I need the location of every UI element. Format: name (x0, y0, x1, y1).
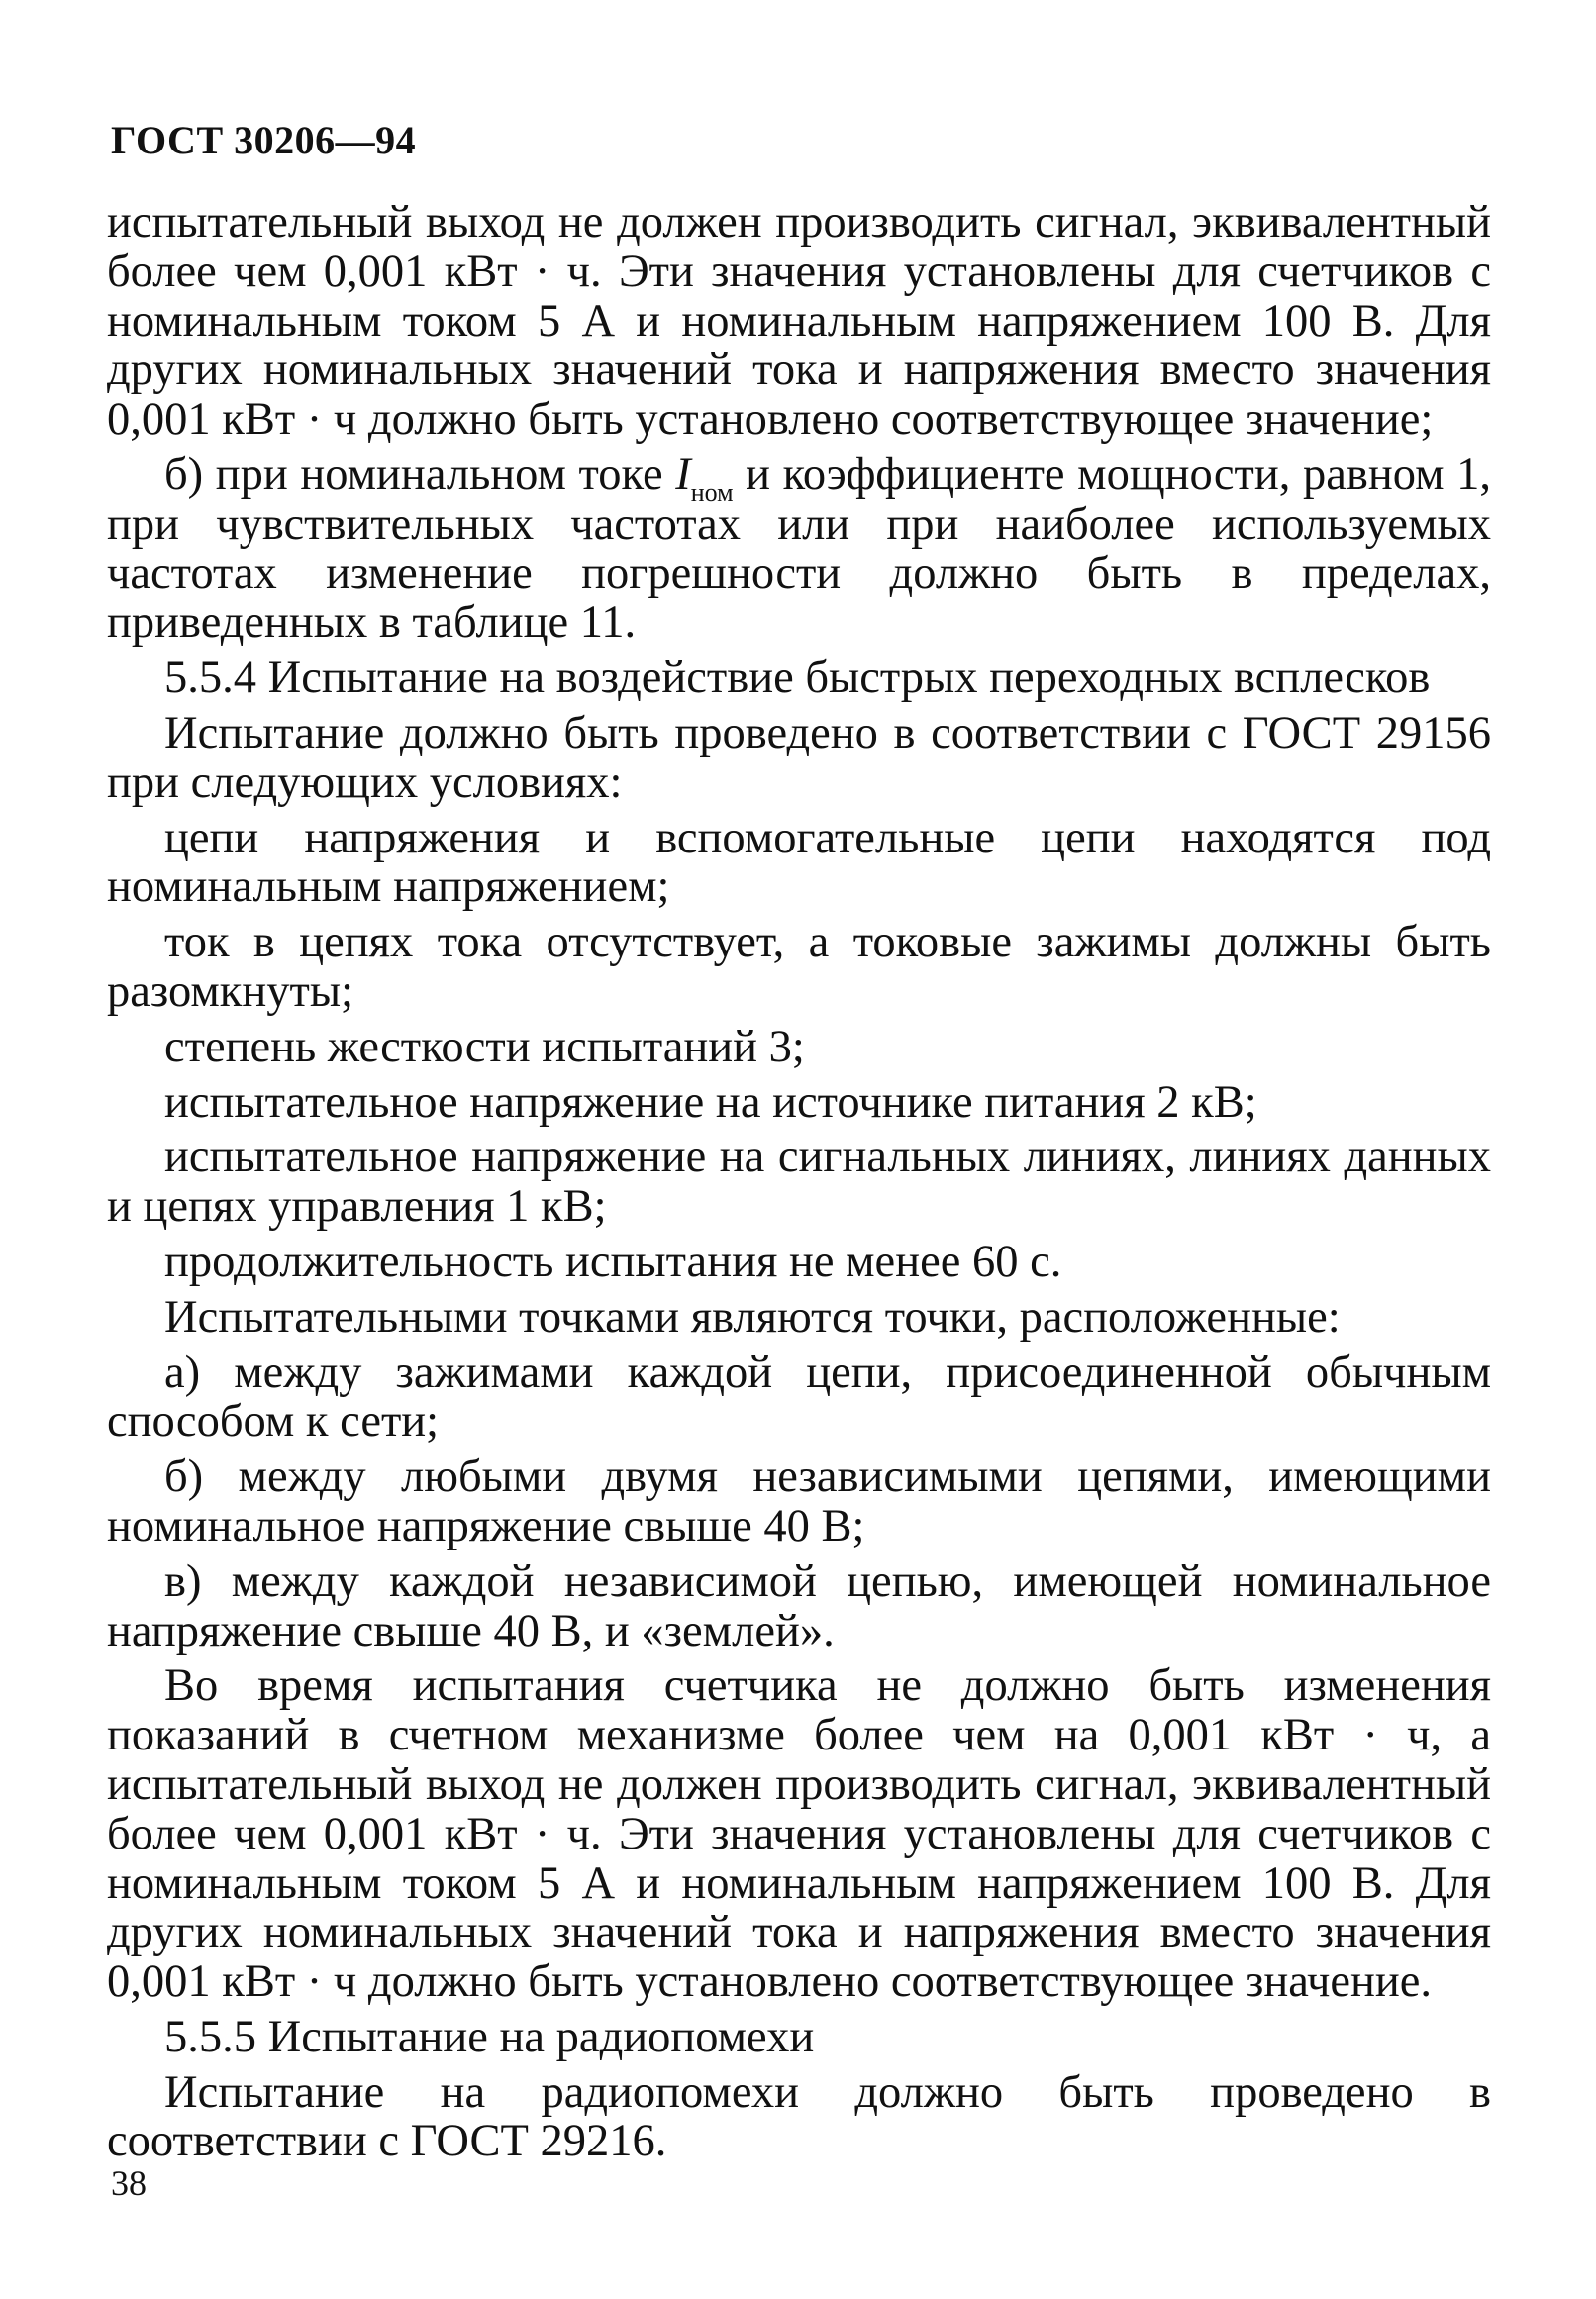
condition-supply-voltage: испытательное напряжение на источнике питания 2 кВ; (164, 1076, 1257, 1128)
paragraph-test-points: Испытательными точками являются точки, расположенные: (164, 1291, 1341, 1343)
test-point-b: б) между любыми двумя независимыми цепями, имеющими номинальное напряжение свыше 40 В; (107, 1451, 1491, 1551)
item-b-text-end: и коэффициенте мощности, равном 1, при чувствительных частотах или при наиболее используемых частотах изменение погрешности должно быть в пределах, приведенных в таблице 11. (107, 449, 1491, 649)
paragraph-continuation: испытательный выход не должен производить сигнал, эквивалентный более чем 0,001 кВт · ч. Эти значения установлены для счетчиков с номинальным током 5 А и номинальным напряжением 100 В. Для других номинальных значений тока и напряжения вместо значения 0,001 кВт · ч должно быть установлено соответствующее значение; (107, 197, 1491, 446)
test-point-c: в) между каждой независимой цепью, имеющей номинальное напряжение свыше 40 В, и «землей». (107, 1555, 1491, 1656)
condition-voltage-circuits: цепи напряжения и вспомогательные цепи находятся под номинальным напряжением; (107, 812, 1491, 913)
paragraph-radio-interference: Испытание на радиопомехи должно быть проведено в соответствии с ГОСТ 29216. (107, 2066, 1491, 2167)
test-point-a: а) между зажимами каждой цепи, присоединенной обычным способом к сети; (107, 1347, 1491, 1448)
section-heading-5-5-5: 5.5.5 Испытание на радиопомехи (164, 2011, 815, 2062)
current-symbol: I (675, 449, 691, 500)
current-subscript: ном (690, 477, 734, 507)
page-number: 38 (111, 2163, 147, 2203)
condition-severity: степень жесткости испытаний 3; (164, 1021, 805, 1072)
paragraph-test-conditions: Испытание должно быть проведено в соответствии с ГОСТ 29156 при следующих условиях: (107, 707, 1491, 808)
section-heading-5-5-4: 5.5.4 Испытание на воздействие быстрых переходных всплесков (164, 652, 1431, 704)
paragraph-item-b (107, 450, 1491, 648)
condition-duration: продолжительность испытания не менее 60 с. (164, 1236, 1062, 1287)
condition-current-circuits: ток в цепях тока отсутствует, а токовые зажимы должны быть разомкнуты; (107, 917, 1491, 1017)
document-body (107, 198, 1491, 2166)
paragraph-meter-requirements: Во время испытания счетчика не должно быть изменения показаний в счетном механизме более чем на 0,001 кВт · ч, а испытательный выход не должен производить сигнал, эквивалентный более чем 0,001 кВт · ч. Эти значения установлены для счетчиков с номинальным током 5 А и номинальным напряжением 100 В. Для других номинальных значений тока и напряжения вместо значения 0,001 кВт · ч должно быть установлено соответствующее значение. (107, 1660, 1491, 2008)
page-header: ГОСТ 30206—94 (111, 118, 417, 162)
item-b-text-start: б) при номинальном токе (164, 449, 676, 500)
condition-signal-voltage: испытательное напряжение на сигнальных линиях, линиях данных и цепях управления 1 кВ; (107, 1132, 1491, 1233)
